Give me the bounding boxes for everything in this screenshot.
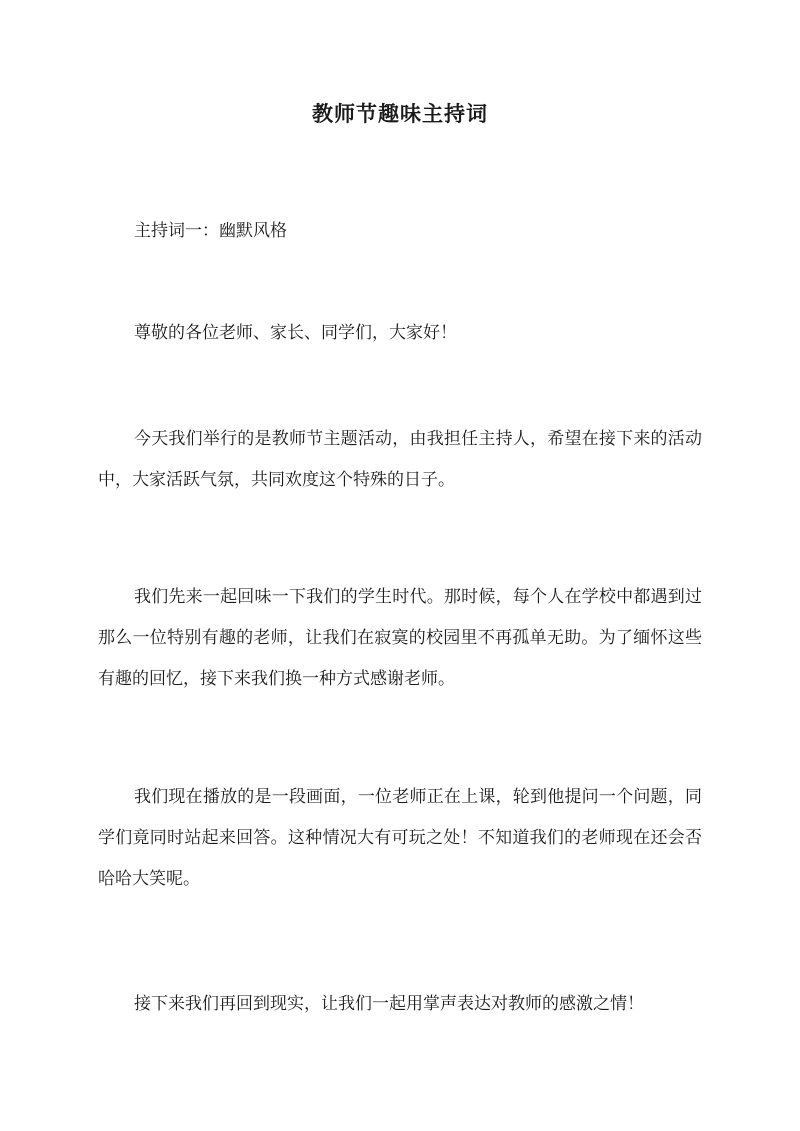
paragraph-student-memories: 我们先来一起回味一下我们的学生时代。那时候，每个人在学校中都遇到过那么一位特别有趣的老师，让我们在寂寞的校园里不再孤单无助。为了缅怀这些有趣的回忆，接下来我们换一种方式感谢老师。: [98, 587, 702, 689]
document-title: 教师节趣味主持词: [312, 101, 488, 126]
paragraph-greeting: 尊敬的各位老师、家长、同学们，大家好！: [134, 323, 457, 343]
paragraph-applause: 接下来我们再回到现实，让我们一起用掌声表达对教师的感激之情！: [134, 994, 644, 1014]
paragraph-opening: 今天我们举行的是教师节主题活动，由我担任主持人，希望在接下来的活动中，大家活跃气氛，共同欢度这个特殊的日子。: [98, 429, 702, 490]
paragraph-video-scene: 我们现在播放的是一段画面，一位老师正在上课，轮到他提问一个问题，同学们竟同时站起来回答。这种情况大有可玩之处！不知道我们的老师现在还会否哈哈大笑呢。: [98, 787, 702, 889]
paragraph-style-heading: 主持词一：幽默风格: [134, 221, 287, 241]
